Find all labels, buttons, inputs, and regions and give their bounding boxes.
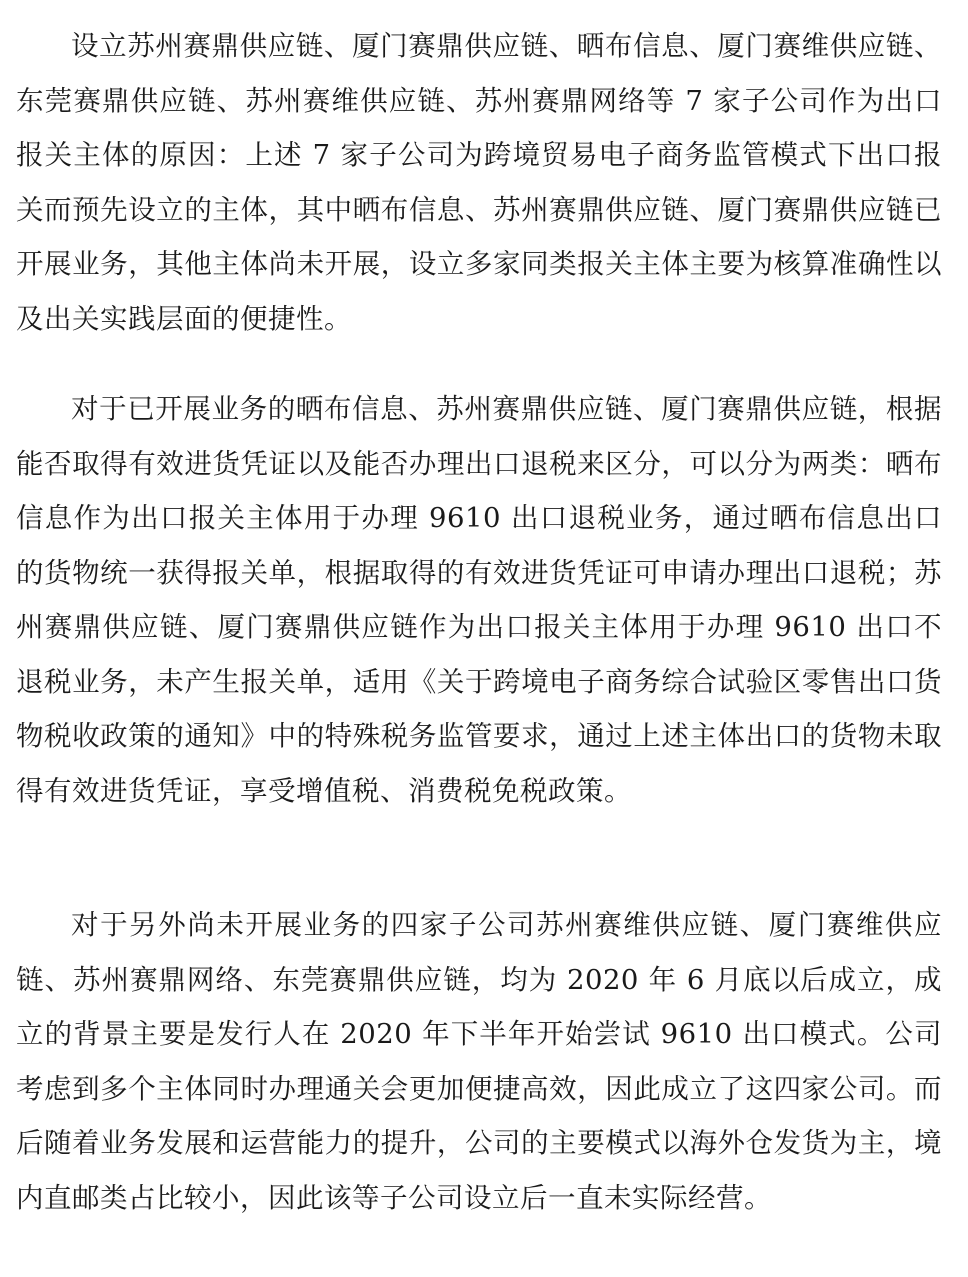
paragraph-operating-subsidiaries: 对于已开展业务的晒布信息、苏州赛鼎供应链、厦门赛鼎供应链，根据能否取得有效进货凭证以及能否办理出口退税来区分，可以分为两类：晒布信息作为出口报关主体用于办理 9610 出口退税业务，通过晒布信息出口的货物统一获得报关单，根据取得的有效进货凭证可申请办理出口退税；苏州赛鼎供应链、厦门赛鼎供应链作为出口报关主体用于办理 9610 出口不退税业务，未产生报关单，适用《关于跨境电子商务综合试验区零售出口货物税收政策的通知》中的特殊税务监管要求，通过上述主体出口的货物未取得有效进货凭证，享受增值税、消费税免税政策。 xyxy=(16,393,942,807)
paragraph-non-operating-subsidiaries: 对于另外尚未开展业务的四家子公司苏州赛维供应链、厦门赛维供应链、苏州赛鼎网络、东莞赛鼎供应链，均为 2020 年 6 月底以后成立，成立的背景主要是发行人在 2020 年下半年开始尝试 9610 出口模式。公司考虑到多个主体同时办理通关会更加便捷高效，因此成立了这四家公司。而后随着业务发展和运营能力的提升，公司的主要模式以海外仓发货为主，境内直邮类占比较小，因此该等子公司设立后一直未实际经营。 xyxy=(16,909,942,1214)
paragraph-subsidiary-setup-reasons: 设立苏州赛鼎供应链、厦门赛鼎供应链、晒布信息、厦门赛维供应链、东莞赛鼎供应链、苏州赛维供应链、苏州赛鼎网络等 7 家子公司作为出口报关主体的原因：上述 7 家子公司为跨境贸易电子商务监管模式下出口报关而预先设立的主体，其中晒布信息、苏州赛鼎供应链、厦门赛鼎供应链已开展业务，其他主体尚未开展，设立多家同类报关主体主要为核算准确性以及出关实践层面的便捷性。 xyxy=(16,30,942,335)
